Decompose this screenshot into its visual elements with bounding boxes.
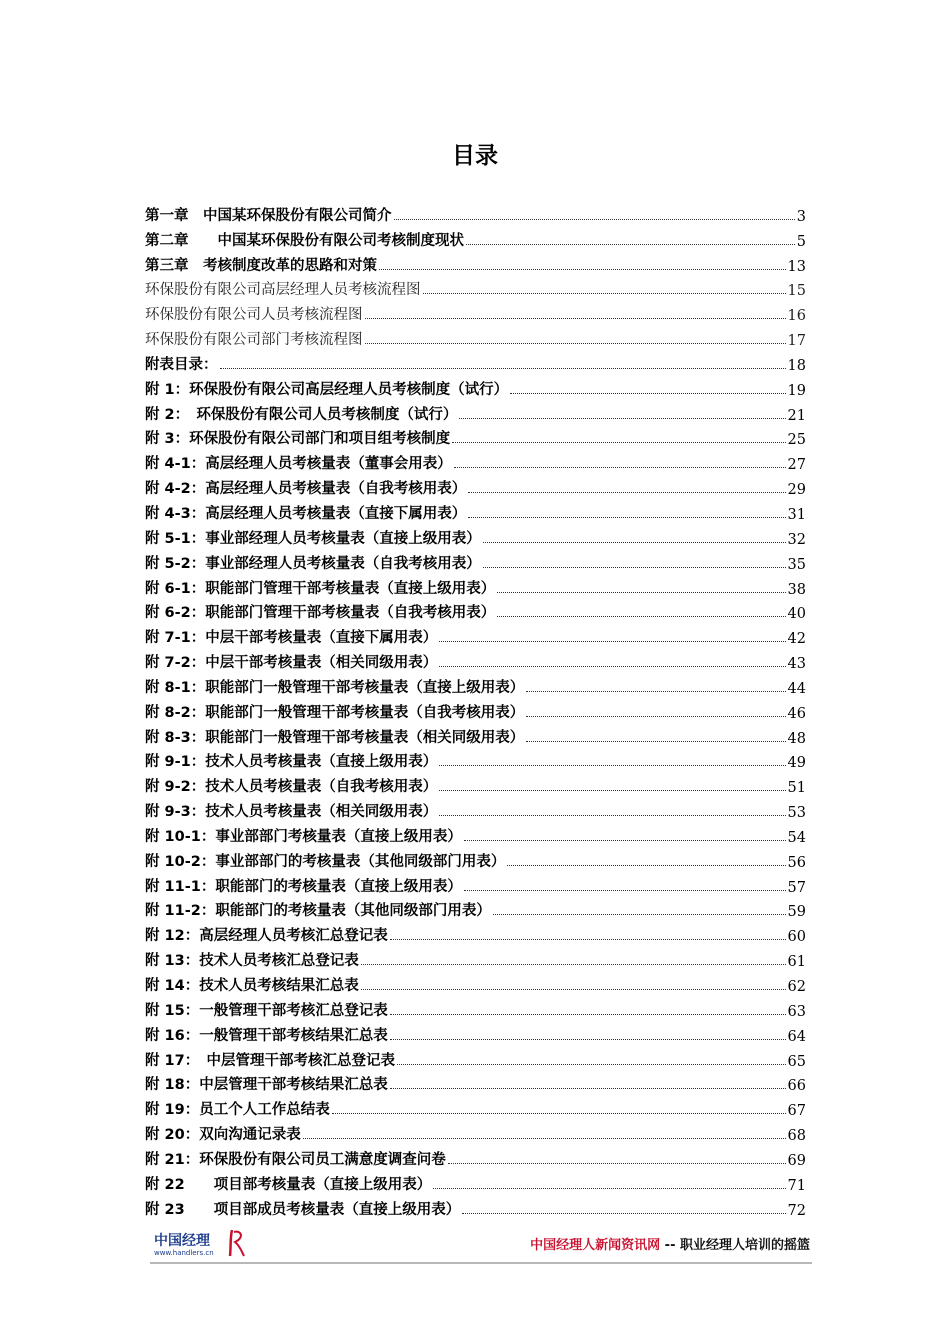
toc-entry-page-number: 44 [787, 680, 806, 697]
toc-entry[interactable] [145, 250, 806, 275]
toc-entry-label: 附 10-1：事业部部门考核量表（直接上级用表） [145, 828, 462, 845]
toc-dot-leader [332, 1113, 786, 1114]
toc-entry-label: 环保股份有限公司部门考核流程图 [145, 332, 363, 349]
toc-entry-label: 附 22 项目部考核量表（直接上级用表） [145, 1176, 432, 1193]
toc-dot-leader [397, 1064, 786, 1065]
toc-entry[interactable] [145, 647, 806, 672]
logo-mark-icon [228, 1228, 246, 1258]
toc-entry[interactable] [145, 995, 806, 1020]
toc-dot-leader [497, 592, 785, 593]
page-footer [150, 1228, 812, 1264]
toc-entry-label: 附 17： 中层管理干部考核汇总登记表 [145, 1052, 395, 1069]
toc-entry-page-number: 40 [787, 606, 806, 623]
toc-dot-leader [526, 716, 785, 717]
toc-entry[interactable] [145, 821, 806, 846]
toc-entry-page-number: 31 [787, 506, 806, 523]
toc-dot-leader [390, 939, 786, 940]
toc-entry-label: 环保股份有限公司高层经理人员考核流程图 [145, 282, 421, 299]
toc-dot-leader [452, 442, 785, 443]
toc-entry-label: 附 16：一般管理干部考核结果汇总表 [145, 1027, 388, 1044]
toc-entry-page-number: 49 [787, 755, 806, 772]
table-of-contents [145, 200, 806, 1219]
toc-entry[interactable] [145, 349, 806, 374]
toc-entry-label: 附 20：双向沟通记录表 [145, 1127, 301, 1144]
toc-entry-label: 附 15：一般管理干部考核汇总登记表 [145, 1002, 388, 1019]
logo [150, 1228, 260, 1262]
toc-dot-leader [379, 269, 786, 270]
toc-dot-leader [439, 666, 785, 667]
toc-entry-page-number: 21 [787, 407, 806, 424]
toc-dot-leader [454, 467, 786, 468]
toc-entry-page-number: 27 [787, 457, 806, 474]
toc-entry-page-number: 15 [787, 283, 806, 300]
toc-entry-page-number: 64 [787, 1028, 806, 1045]
toc-entry-label: 第一章 中国某环保股份有限公司简介 [145, 207, 392, 224]
toc-dot-leader [468, 517, 785, 518]
toc-dot-leader [462, 1213, 785, 1214]
toc-entry[interactable] [145, 920, 806, 945]
toc-entry[interactable] [145, 200, 806, 225]
toc-entry[interactable] [145, 448, 806, 473]
toc-entry-page-number: 19 [787, 382, 806, 399]
toc-entry-label: 附 12：高层经理人员考核汇总登记表 [145, 928, 388, 945]
toc-entry-page-number: 51 [787, 780, 806, 797]
toc-dot-leader [464, 890, 786, 891]
toc-entry-label: 附 6-1：职能部门管理干部考核量表（直接上级用表） [145, 580, 496, 597]
toc-entry-label: 附 23 项目部成员考核量表（直接上级用表） [145, 1201, 461, 1218]
toc-dot-leader [220, 368, 786, 369]
toc-entry-label: 附 4-2：高层经理人员考核量表（自我考核用表） [145, 481, 467, 498]
toc-entry[interactable] [145, 796, 806, 821]
toc-entry-label: 附 6-2：职能部门管理干部考核量表（自我考核用表） [145, 605, 496, 622]
toc-entry[interactable] [145, 275, 806, 300]
toc-entry[interactable] [145, 1020, 806, 1045]
toc-dot-leader [390, 1039, 786, 1040]
toc-entry-page-number: 46 [787, 705, 806, 722]
toc-entry[interactable] [145, 945, 806, 970]
toc-entry[interactable] [145, 1144, 806, 1169]
toc-entry[interactable] [145, 573, 806, 598]
toc-dot-leader [439, 765, 785, 766]
toc-entry-page-number: 67 [787, 1103, 806, 1120]
toc-entry[interactable] [145, 697, 806, 722]
toc-entry-page-number: 38 [787, 581, 806, 598]
toc-entry[interactable] [145, 970, 806, 995]
toc-entry[interactable] [145, 523, 806, 548]
toc-entry-page-number: 18 [787, 357, 806, 374]
toc-entry[interactable] [145, 1045, 806, 1070]
toc-entry-page-number: 69 [787, 1152, 806, 1169]
toc-entry[interactable] [145, 225, 806, 250]
logo-text: 中国经理 [154, 1233, 210, 1249]
page-title: 目录 [452, 143, 498, 169]
toc-entry-page-number: 3 [796, 208, 806, 225]
toc-dot-leader [526, 741, 785, 742]
toc-entry[interactable] [145, 1119, 806, 1144]
toc-entry-page-number: 43 [787, 656, 806, 673]
toc-entry-page-number: 54 [787, 829, 806, 846]
toc-entry-page-number: 13 [787, 258, 806, 275]
toc-entry-label: 附 4-3：高层经理人员考核量表（直接下属用表） [145, 505, 467, 522]
toc-entry-page-number: 16 [787, 308, 806, 325]
toc-entry-label: 附 2： 环保股份有限公司人员考核制度（试行） [145, 406, 458, 423]
toc-entry-label: 附 5-1：事业部经理人员考核量表（直接上级用表） [145, 530, 481, 547]
toc-entry-page-number: 65 [787, 1053, 806, 1070]
toc-dot-leader [526, 691, 785, 692]
toc-entry[interactable] [145, 399, 806, 424]
toc-entry[interactable] [145, 672, 806, 697]
toc-dot-leader [464, 840, 786, 841]
toc-entry-label: 附 14：技术人员考核结果汇总表 [145, 978, 359, 994]
toc-entry-label: 附 21：环保股份有限公司员工满意度调查问卷 [145, 1151, 446, 1168]
toc-dot-leader [365, 318, 786, 319]
toc-entry[interactable] [145, 622, 806, 647]
toc-entry-label: 附 8-3：职能部门一般管理干部考核量表（相关同级用表） [145, 729, 525, 746]
toc-entry-label: 第三章 考核制度改革的思路和对策 [145, 257, 377, 274]
toc-entry[interactable] [145, 771, 806, 796]
toc-entry-page-number: 62 [787, 979, 806, 995]
toc-entry-label: 附 11-2：职能部门的考核量表（其他同级部门用表） [145, 903, 491, 920]
toc-entry[interactable] [145, 473, 806, 498]
toc-entry-label: 附 8-1：职能部门一般管理干部考核量表（直接上级用表） [145, 679, 525, 696]
toc-entry-page-number: 57 [787, 879, 806, 896]
toc-entry-label: 附 9-3：技术人员考核量表（相关同级用表） [145, 804, 438, 821]
toc-entry-page-number: 42 [787, 631, 806, 648]
toc-entry-label: 附 9-2：技术人员考核量表（自我考核用表） [145, 779, 438, 796]
toc-entry-page-number: 56 [787, 854, 806, 871]
toc-entry-page-number: 68 [787, 1128, 806, 1145]
toc-entry-label: 附表目录： [145, 356, 218, 373]
toc-entry-label: 附 5-2：事业部经理人员考核量表（自我考核用表） [145, 555, 481, 572]
toc-entry-page-number: 66 [787, 1078, 806, 1095]
toc-entry[interactable] [145, 747, 806, 772]
toc-entry-page-number: 63 [787, 1003, 806, 1020]
slogan-tagline: -- 职业经理人培训的摇篮 [660, 1238, 810, 1253]
toc-entry-label: 第二章 中国某环保股份有限公司考核制度现状 [145, 232, 464, 249]
toc-dot-leader [483, 567, 786, 568]
footer-slogan [530, 1234, 810, 1253]
toc-entry-label: 附 7-2：中层干部考核量表（相关同级用表） [145, 655, 438, 672]
toc-dot-leader [468, 492, 785, 493]
toc-entry-label: 附 7-1：中层干部考核量表（直接下属用表） [145, 630, 438, 647]
toc-entry-page-number: 29 [787, 482, 806, 499]
toc-entry[interactable] [145, 722, 806, 747]
toc-dot-leader [394, 219, 795, 220]
toc-entry-label: 附 1：环保股份有限公司高层经理人员考核制度（试行） [145, 381, 509, 398]
toc-dot-leader [303, 1138, 786, 1139]
toc-entry-page-number: 48 [787, 730, 806, 747]
toc-dot-leader [439, 815, 785, 816]
toc-entry-label: 附 11-1：职能部门的考核量表（直接上级用表） [145, 878, 462, 895]
toc-entry-page-number: 53 [787, 805, 806, 822]
toc-entry-page-number: 17 [787, 333, 806, 350]
toc-entry-page-number: 5 [796, 233, 806, 250]
toc-entry[interactable] [145, 1070, 806, 1095]
toc-entry[interactable] [145, 1194, 806, 1219]
toc-dot-leader [466, 244, 795, 245]
toc-entry-label: 附 18：中层管理干部考核结果汇总表 [145, 1077, 388, 1094]
toc-entry-page-number: 60 [787, 929, 806, 946]
toc-entry-page-number: 59 [787, 904, 806, 921]
toc-dot-leader [507, 865, 785, 866]
toc-entry-label: 环保股份有限公司人员考核流程图 [145, 307, 363, 324]
toc-entry-label: 附 13：技术人员考核汇总登记表 [145, 953, 359, 970]
toc-entry[interactable] [145, 548, 806, 573]
toc-entry[interactable] [145, 896, 806, 921]
toc-dot-leader [459, 418, 785, 419]
toc-entry[interactable] [145, 598, 806, 623]
toc-entry[interactable] [145, 871, 806, 896]
toc-entry-page-number: 25 [787, 432, 806, 449]
toc-entry-label: 附 3：环保股份有限公司部门和项目组考核制度 [145, 431, 451, 448]
toc-dot-leader [361, 989, 786, 990]
toc-dot-leader [390, 1088, 786, 1089]
logo-url: www.handlers.cn [154, 1249, 214, 1257]
toc-dot-leader [510, 393, 785, 394]
toc-entry[interactable] [145, 424, 806, 449]
toc-entry-label: 附 4-1：高层经理人员考核量表（董事会用表） [145, 456, 452, 473]
toc-entry[interactable] [145, 324, 806, 349]
toc-entry-label: 附 10-2：事业部部门的考核量表（其他同级部门用表） [145, 853, 506, 870]
toc-entry[interactable] [145, 498, 806, 523]
toc-entry-page-number: 72 [787, 1202, 806, 1219]
toc-entry[interactable] [145, 846, 806, 871]
toc-entry-page-number: 35 [787, 556, 806, 573]
toc-dot-leader [493, 914, 786, 915]
toc-dot-leader [448, 1163, 786, 1164]
toc-dot-leader [439, 641, 785, 642]
toc-dot-leader [365, 343, 786, 344]
toc-entry-label: 附 8-2：职能部门一般管理干部考核量表（自我考核用表） [145, 704, 525, 721]
toc-entry[interactable] [145, 374, 806, 399]
toc-dot-leader [390, 1014, 786, 1015]
toc-entry-page-number: 32 [787, 531, 806, 548]
toc-entry-label: 附 9-1：技术人员考核量表（直接上级用表） [145, 754, 438, 771]
toc-dot-leader [423, 293, 786, 294]
toc-entry-label: 附 19：员工个人工作总结表 [145, 1102, 330, 1119]
toc-entry[interactable] [145, 299, 806, 324]
toc-dot-leader [497, 616, 785, 617]
toc-entry[interactable] [145, 1094, 806, 1119]
toc-dot-leader [483, 542, 786, 543]
slogan-site-name: 中国经理人新闻资讯网 [530, 1238, 661, 1253]
toc-dot-leader [361, 964, 786, 965]
toc-entry-page-number: 71 [787, 1177, 806, 1194]
toc-entry[interactable] [145, 1169, 806, 1194]
toc-dot-leader [439, 790, 785, 791]
toc-entry-page-number: 61 [787, 954, 806, 971]
toc-dot-leader [433, 1188, 785, 1189]
